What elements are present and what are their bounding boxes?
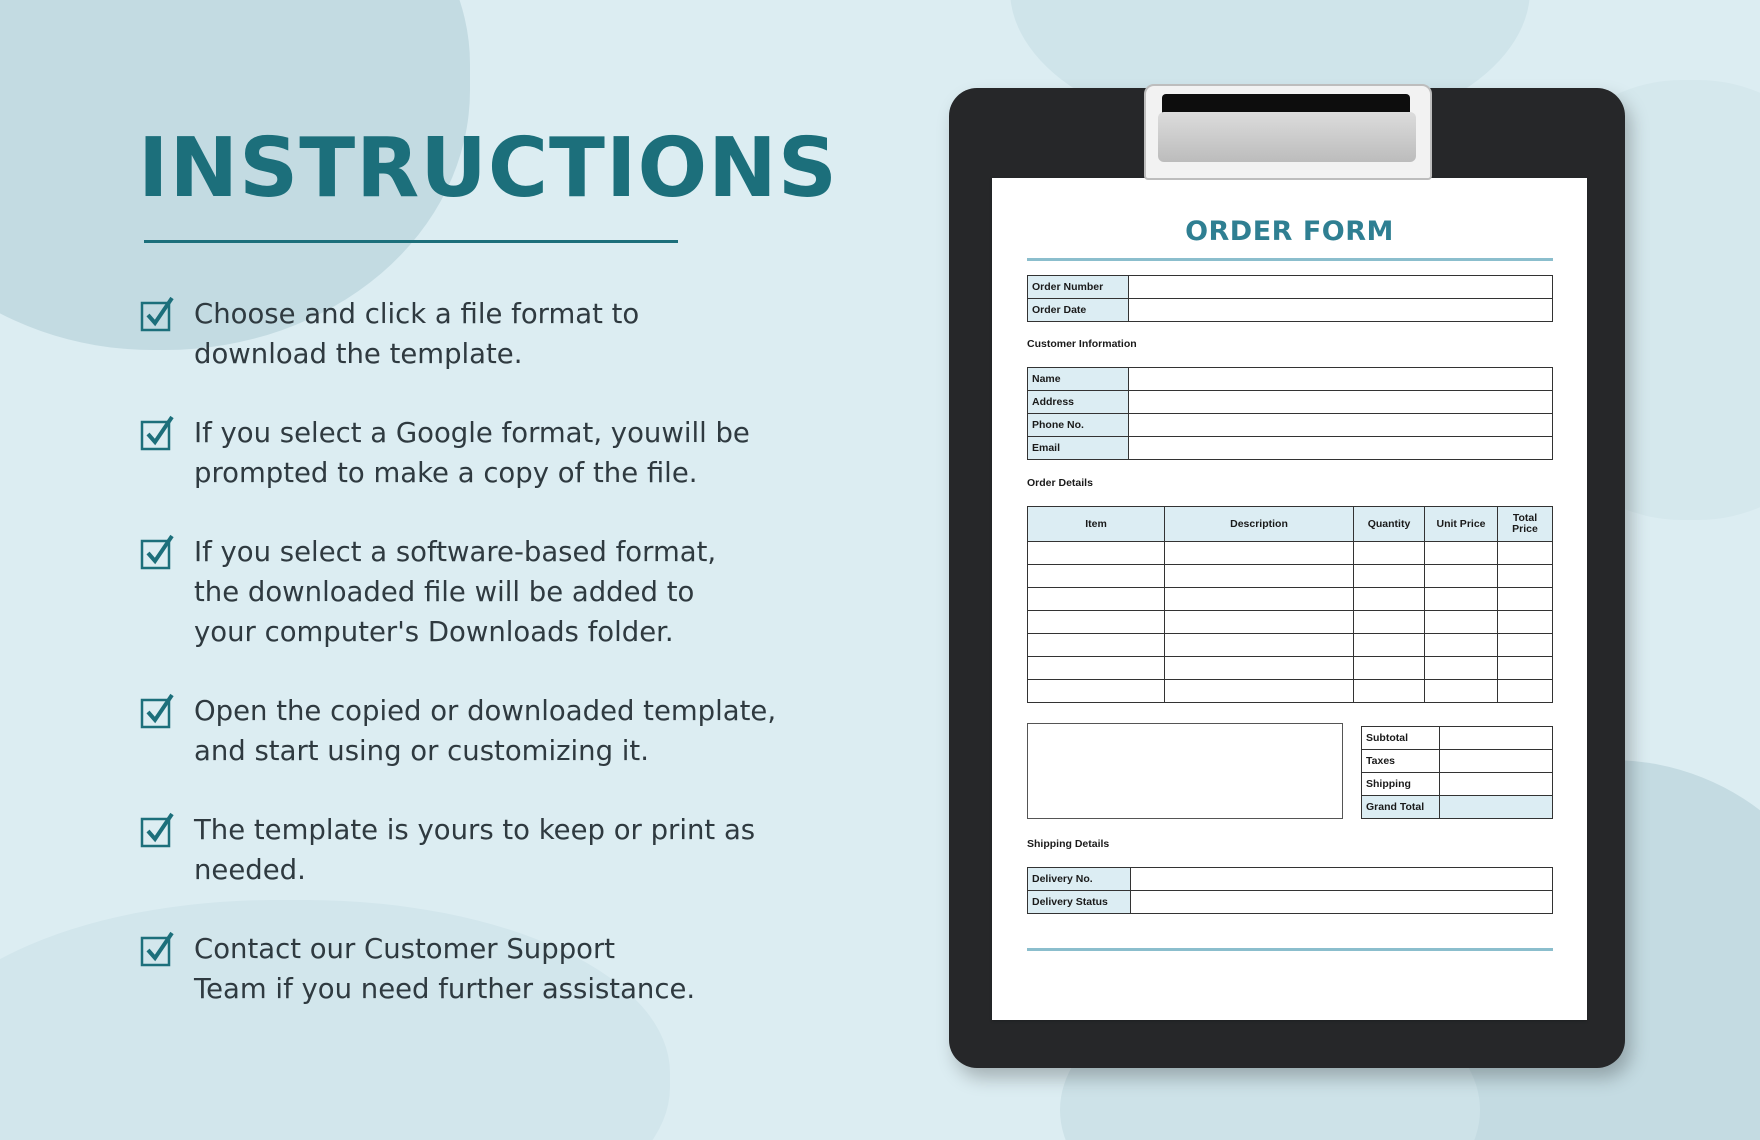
table-cell[interactable]: [1425, 657, 1498, 680]
table-row: [1028, 299, 1553, 322]
table-cell[interactable]: [1028, 657, 1165, 680]
table-cell[interactable]: [1165, 565, 1354, 588]
order-info-table: [1027, 275, 1553, 322]
section-title: Shipping Details: [1027, 838, 1110, 850]
table-cell[interactable]: [1498, 588, 1553, 611]
table-cell[interactable]: [1354, 634, 1425, 657]
address-field[interactable]: [1129, 391, 1553, 414]
checkbox-check-icon: [140, 812, 176, 848]
checkbox-check-icon: [140, 296, 176, 332]
table-cell[interactable]: [1425, 634, 1498, 657]
clip-plate: [1158, 112, 1416, 162]
section-title: Customer Information: [1027, 338, 1137, 350]
field-label: Email: [1028, 437, 1129, 460]
table-cell[interactable]: [1354, 542, 1425, 565]
table-row: [1028, 437, 1553, 460]
table-cell[interactable]: [1498, 611, 1553, 634]
table-cell[interactable]: [1498, 657, 1553, 680]
checkbox-check-icon: [140, 931, 176, 967]
table-cell[interactable]: [1028, 588, 1165, 611]
field-label: Phone No.: [1028, 414, 1129, 437]
table-cell[interactable]: [1028, 611, 1165, 634]
table-cell[interactable]: [1165, 611, 1354, 634]
taxes-field[interactable]: [1440, 750, 1553, 773]
instruction-item: [140, 691, 800, 771]
column-header: Description: [1165, 507, 1354, 542]
table-cell[interactable]: [1498, 542, 1553, 565]
table-row: [1028, 868, 1553, 891]
field-label: Name: [1028, 368, 1129, 391]
table-row: [1028, 891, 1553, 914]
table-cell[interactable]: [1498, 634, 1553, 657]
heading-underline: [144, 240, 678, 243]
table-cell[interactable]: [1425, 542, 1498, 565]
instruction-item: [140, 413, 800, 493]
table-cell[interactable]: [1425, 588, 1498, 611]
table-row: [1028, 414, 1553, 437]
totals-table: [1361, 726, 1553, 819]
field-label: Shipping: [1362, 773, 1440, 796]
instruction-text: If you select a software-based format, the downloaded file will be added to your computer's Downloads folder.: [194, 536, 717, 648]
table-row: [1362, 750, 1553, 773]
instruction-item: [140, 532, 800, 652]
delivery-number-field[interactable]: [1131, 868, 1553, 891]
table-cell[interactable]: [1354, 611, 1425, 634]
field-label: Delivery No.: [1028, 868, 1131, 891]
customer-info-table: [1027, 367, 1553, 460]
table-cell[interactable]: [1425, 680, 1498, 703]
field-label: Taxes: [1362, 750, 1440, 773]
shipping-table: [1027, 867, 1553, 914]
table-cell[interactable]: [1354, 588, 1425, 611]
table-cell[interactable]: [1354, 657, 1425, 680]
instruction-text: Contact our Customer Support Team if you need further assistance.: [194, 933, 696, 1005]
table-row: [1362, 727, 1553, 750]
footer-rule: [1027, 948, 1553, 951]
table-row: [1028, 680, 1553, 703]
grand-total-field[interactable]: [1440, 796, 1553, 819]
order-details-table: [1027, 506, 1553, 703]
subtotal-field[interactable]: [1440, 727, 1553, 750]
instructions-heading: INSTRUCTIONS: [138, 121, 838, 216]
instruction-text: The template is yours to keep or print as needed.: [194, 814, 756, 886]
table-row: [1028, 565, 1553, 588]
name-field[interactable]: [1129, 368, 1553, 391]
field-label: Order Date: [1028, 299, 1129, 322]
form-title: ORDER FORM: [1185, 216, 1394, 247]
field-label: Address: [1028, 391, 1129, 414]
table-cell[interactable]: [1165, 634, 1354, 657]
checkbox-check-icon: [140, 415, 176, 451]
order-number-field[interactable]: [1129, 276, 1553, 299]
table-header-row: [1028, 507, 1553, 542]
table-row: [1028, 634, 1553, 657]
section-title: Order Details: [1027, 477, 1093, 489]
instruction-item: [140, 929, 800, 1009]
table-cell[interactable]: [1354, 565, 1425, 588]
table-cell[interactable]: [1165, 657, 1354, 680]
column-header: Quantity: [1354, 507, 1425, 542]
table-cell[interactable]: [1354, 680, 1425, 703]
table-cell[interactable]: [1028, 565, 1165, 588]
instruction-item: [140, 294, 800, 374]
table-cell[interactable]: [1028, 680, 1165, 703]
table-cell[interactable]: [1165, 680, 1354, 703]
email-field[interactable]: [1129, 437, 1553, 460]
instruction-item: [140, 810, 800, 890]
column-header: Item: [1028, 507, 1165, 542]
table-row: [1362, 773, 1553, 796]
checkbox-check-icon: [140, 534, 176, 570]
table-cell[interactable]: [1028, 542, 1165, 565]
checkbox-check-icon: [140, 693, 176, 729]
order-date-field[interactable]: [1129, 299, 1553, 322]
delivery-status-field[interactable]: [1131, 891, 1553, 914]
table-row: [1028, 657, 1553, 680]
phone-field[interactable]: [1129, 414, 1553, 437]
field-label: Grand Total: [1362, 796, 1440, 819]
column-header: Total Price: [1498, 507, 1553, 542]
field-label: Subtotal: [1362, 727, 1440, 750]
title-rule: [1027, 258, 1553, 261]
table-row: [1028, 611, 1553, 634]
table-cell[interactable]: [1498, 565, 1553, 588]
instruction-text: Open the copied or downloaded template, and start using or customizing it.: [194, 695, 777, 767]
table-cell[interactable]: [1165, 588, 1354, 611]
shipping-field[interactable]: [1440, 773, 1553, 796]
column-header: Unit Price: [1425, 507, 1498, 542]
notes-box[interactable]: [1027, 723, 1343, 819]
instruction-text: If you select a Google format, youwill be prompted to make a copy of the file.: [194, 417, 750, 489]
table-row: [1028, 542, 1553, 565]
field-label: Order Number: [1028, 276, 1129, 299]
field-label: Delivery Status: [1028, 891, 1131, 914]
table-row: [1028, 368, 1553, 391]
table-row: [1362, 796, 1553, 819]
order-form-paper: [992, 178, 1587, 1020]
table-row: [1028, 391, 1553, 414]
table-cell[interactable]: [1165, 542, 1354, 565]
table-cell[interactable]: [1425, 565, 1498, 588]
table-cell[interactable]: [1028, 634, 1165, 657]
instruction-text: Choose and click a file format to download the template.: [194, 298, 640, 370]
table-row: [1028, 276, 1553, 299]
table-row: [1028, 588, 1553, 611]
table-cell[interactable]: [1498, 680, 1553, 703]
table-cell[interactable]: [1425, 611, 1498, 634]
